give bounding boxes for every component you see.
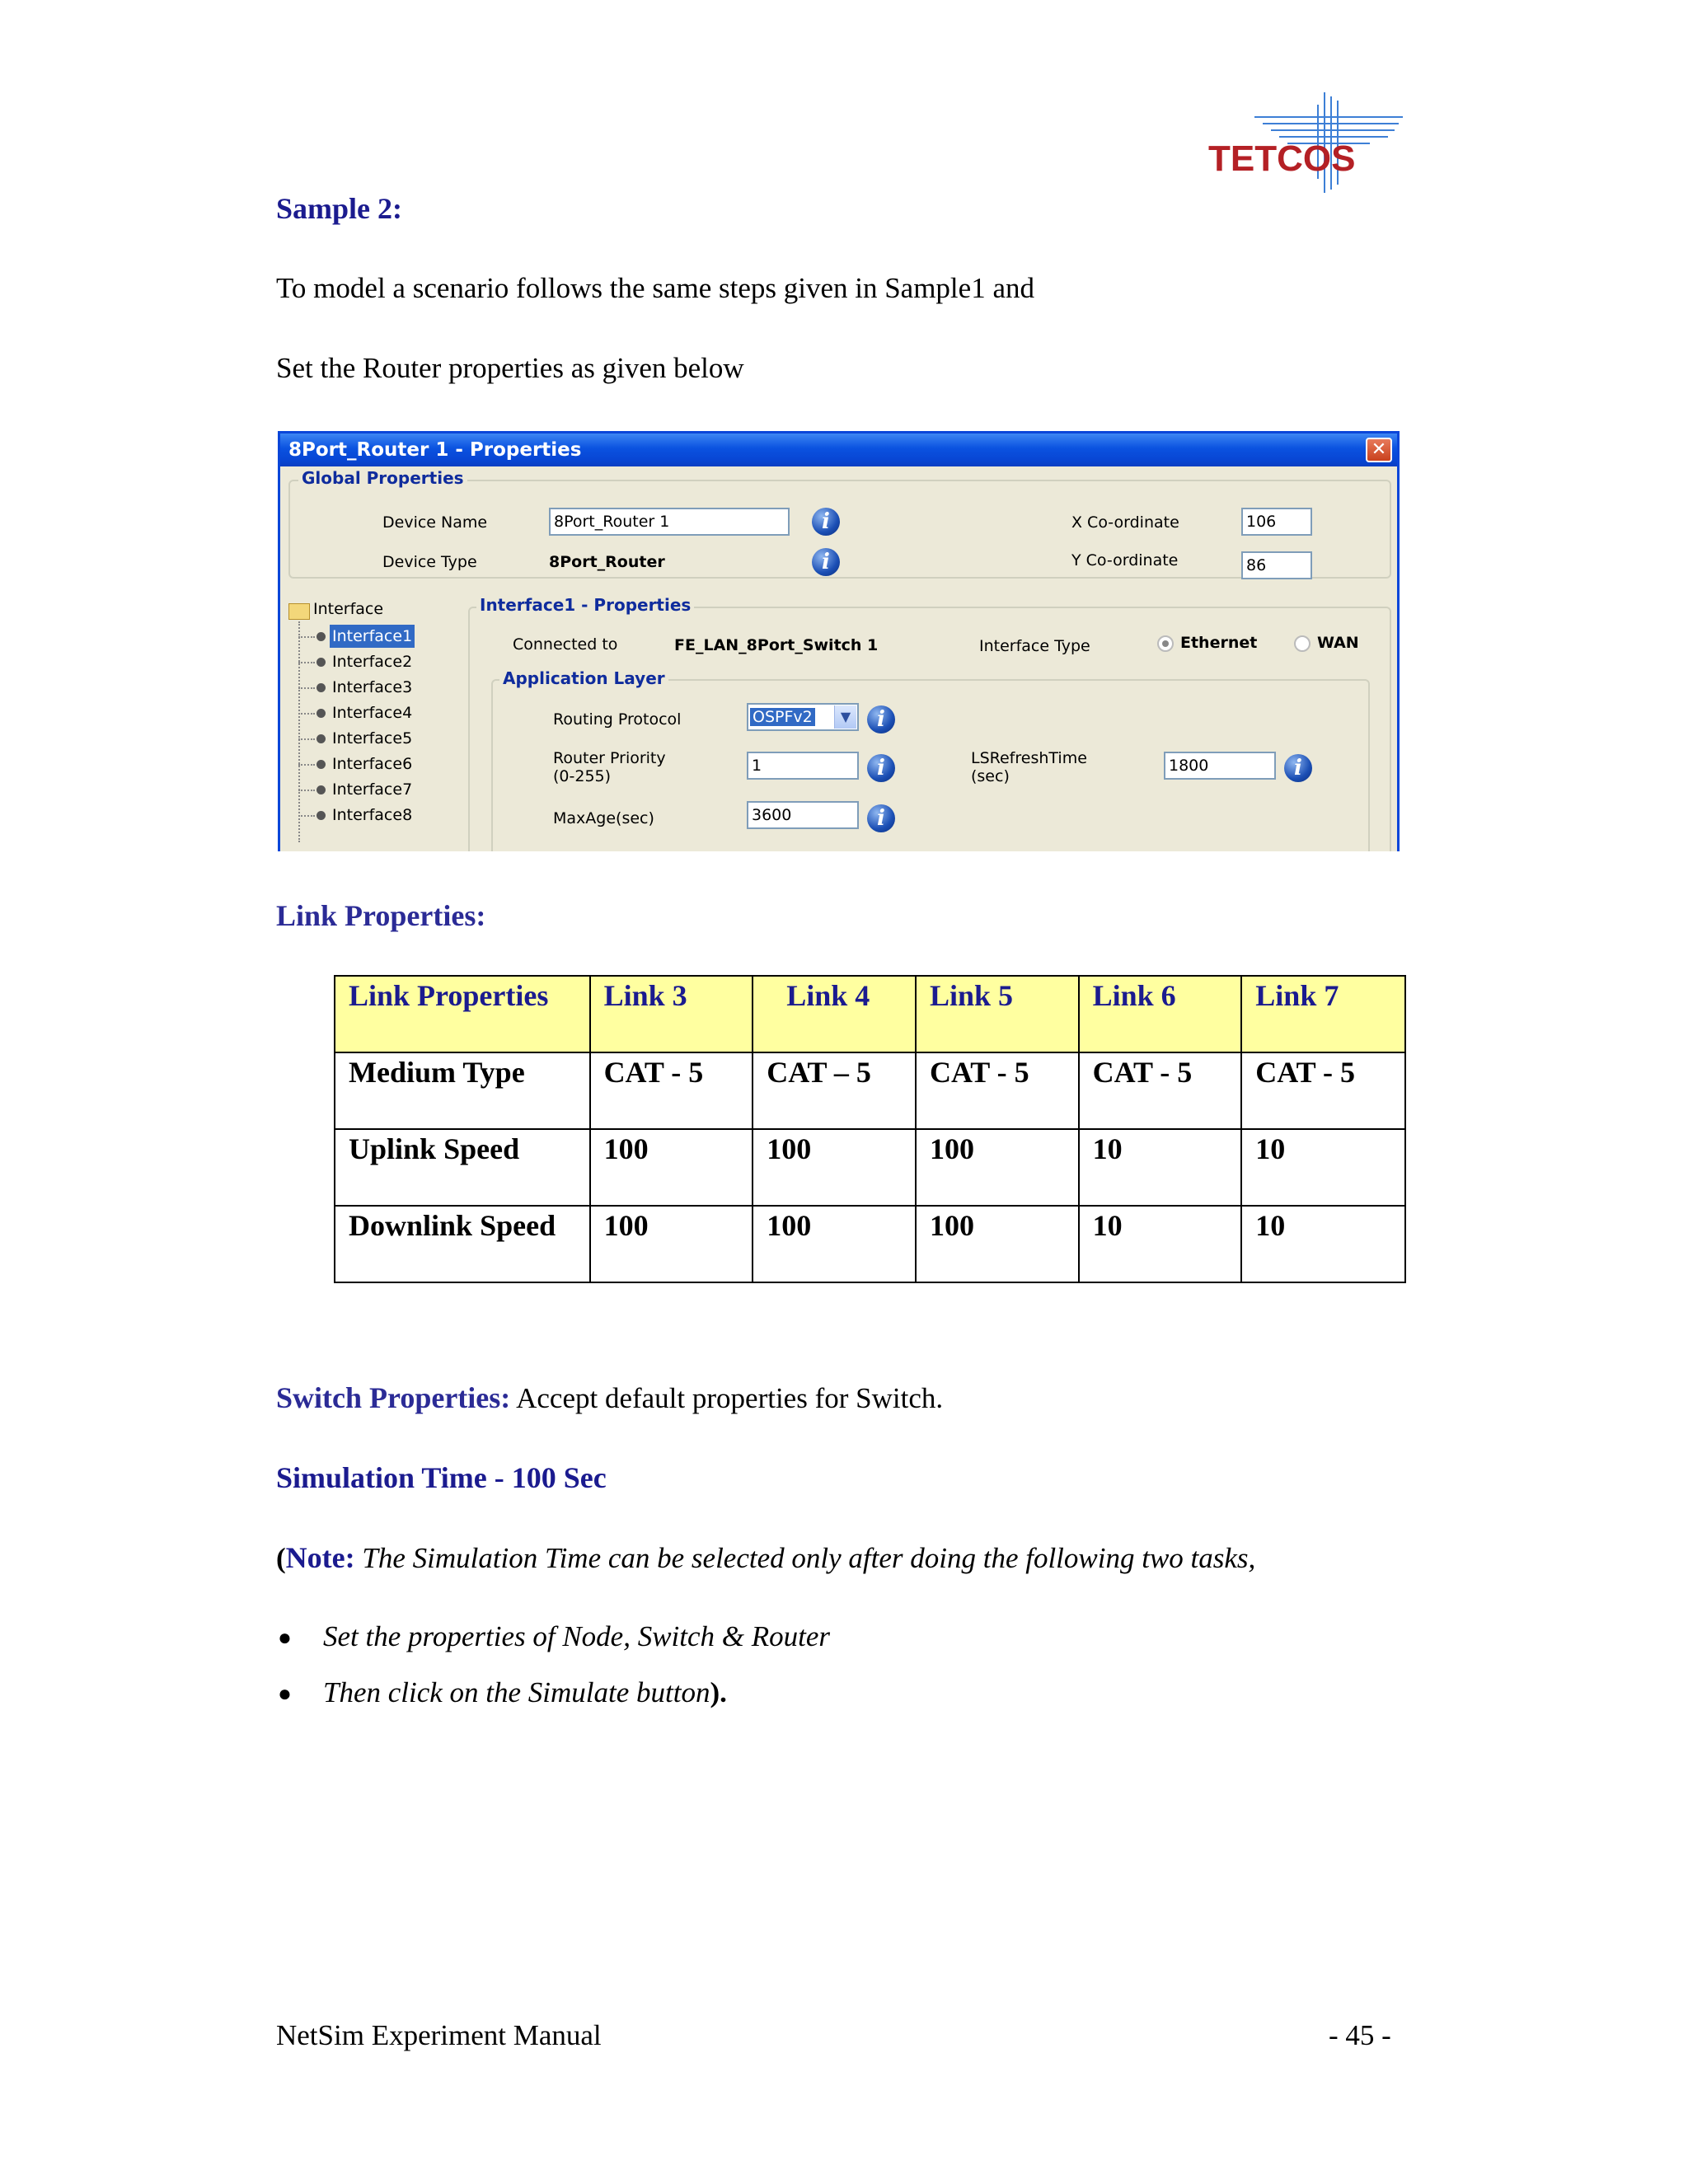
- x-coordinate-field[interactable]: 106: [1241, 508, 1312, 536]
- logo-text: TETCOS: [1208, 138, 1356, 179]
- tree-node-icon: [316, 811, 326, 820]
- tree-node-icon: [316, 658, 326, 667]
- tree-item-interface7[interactable]: Interface7: [332, 780, 413, 799]
- note-label: Note:: [285, 1541, 355, 1574]
- tree-connector: [298, 790, 315, 791]
- table-row: [335, 1129, 1405, 1206]
- info-icon[interactable]: i: [867, 754, 895, 782]
- router-priority-label: [553, 749, 666, 785]
- routing-protocol-select[interactable]: [747, 703, 859, 731]
- table-cell: 100: [753, 1129, 916, 1206]
- router-priority-label-line2: (0-255): [553, 767, 612, 785]
- tree-connector: [298, 738, 315, 740]
- tree-item-interface4[interactable]: Interface4: [332, 704, 413, 722]
- table-cell: CAT - 5: [1241, 1052, 1405, 1129]
- device-name-label: Device Name: [382, 513, 488, 532]
- tetcos-logo: [1205, 92, 1403, 193]
- global-properties-title: Global Properties: [298, 468, 467, 488]
- device-name-field[interactable]: 8Port_Router 1: [549, 508, 790, 536]
- table-cell: Medium Type: [335, 1052, 590, 1129]
- tree-connector: [298, 687, 315, 689]
- tree-root-label: Interface: [313, 600, 384, 618]
- dialog-title: 8Port_Router 1 - Properties: [288, 439, 582, 461]
- ethernet-radio[interactable]: [1157, 635, 1174, 652]
- tree-item-interface5[interactable]: Interface5: [332, 729, 413, 748]
- x-coordinate-label: X Co-ordinate: [1071, 513, 1179, 532]
- tree-node-icon: [316, 734, 326, 743]
- table-cell: Uplink Speed: [335, 1129, 590, 1206]
- table-row: [335, 1206, 1405, 1282]
- tree-node-icon: [316, 760, 326, 769]
- table-header-cell: Link 4: [753, 976, 916, 1052]
- y-coordinate-field[interactable]: 86: [1241, 551, 1312, 579]
- interface-tree: [287, 598, 460, 851]
- table-cell: 10: [1241, 1129, 1405, 1206]
- tree-connector: [298, 662, 315, 663]
- note-close: ).: [710, 1676, 727, 1708]
- table-cell: 10: [1079, 1129, 1242, 1206]
- tree-node-icon: [316, 632, 326, 641]
- table-cell: CAT - 5: [916, 1052, 1079, 1129]
- routing-protocol-value: OSPFv2: [750, 708, 815, 726]
- bullet-icon: ●: [278, 1681, 292, 1707]
- tree-node-icon: [316, 709, 326, 718]
- note-bullet-1: Set the properties of Node, Switch & Router: [323, 1620, 831, 1652]
- radio-dot: [1162, 640, 1169, 647]
- application-layer-title: Application Layer: [499, 668, 668, 688]
- router-properties-dialog: [278, 431, 1400, 851]
- table-cell: 100: [916, 1129, 1079, 1206]
- switch-properties-line: [276, 1380, 943, 1415]
- table-cell: CAT - 5: [590, 1052, 753, 1129]
- tree-connector: [298, 636, 315, 638]
- info-icon[interactable]: i: [1284, 754, 1312, 782]
- info-icon[interactable]: i: [867, 804, 895, 832]
- info-icon[interactable]: i: [867, 705, 895, 733]
- bullet-icon: ●: [278, 1625, 292, 1651]
- link-properties-heading: Link Properties:: [276, 899, 486, 932]
- folder-icon: [288, 603, 310, 620]
- table-cell: 100: [590, 1206, 753, 1282]
- switch-properties-heading: Switch Properties:: [276, 1381, 511, 1414]
- intro-line-1: To model a scenario follows the same steps given in Sample1 and: [276, 272, 1034, 304]
- maxage-field[interactable]: 3600: [747, 801, 859, 829]
- tree-node-icon: [316, 785, 326, 794]
- wan-radio[interactable]: [1294, 635, 1311, 652]
- table-cell: 10: [1079, 1206, 1242, 1282]
- table-header-cell: Link Properties: [335, 976, 590, 1052]
- connected-to-label: Connected to: [513, 635, 618, 654]
- routing-protocol-label: Routing Protocol: [553, 710, 682, 729]
- note-text: The Simulation Time can be selected only after doing the following two tasks,: [354, 1542, 1256, 1574]
- device-type-value: 8Port_Router: [549, 553, 665, 571]
- note-line: [276, 1540, 1255, 1575]
- tree-connector: [298, 621, 300, 842]
- link-properties-table: [334, 975, 1406, 1283]
- tree-item-interface8[interactable]: Interface8: [332, 806, 413, 824]
- connected-to-value: FE_LAN_8Port_Switch 1: [674, 636, 879, 654]
- table-cell: CAT – 5: [753, 1052, 916, 1129]
- interface-type-label: Interface Type: [979, 637, 1090, 655]
- lsrefresh-label-line1: LSRefreshTime: [971, 749, 1087, 767]
- tree-item-interface2[interactable]: Interface2: [332, 653, 413, 671]
- router-priority-label-line1: Router Priority: [553, 749, 666, 767]
- tree-connector: [298, 815, 315, 817]
- info-icon[interactable]: i: [812, 508, 840, 536]
- dialog-titlebar: [280, 434, 1397, 466]
- table-cell: CAT - 5: [1079, 1052, 1242, 1129]
- intro-line-2: Set the Router properties as given below: [276, 352, 744, 384]
- info-icon[interactable]: i: [812, 548, 840, 576]
- tree-connector: [298, 764, 315, 766]
- y-coordinate-label: Y Co-ordinate: [1071, 551, 1179, 569]
- footer-title: NetSim Experiment Manual: [276, 2019, 602, 2051]
- note-open-paren: (: [276, 1542, 286, 1574]
- table-cell: 100: [753, 1206, 916, 1282]
- sample-heading: Sample 2:: [276, 192, 402, 225]
- switch-properties-text: Accept default properties for Switch.: [510, 1382, 944, 1414]
- table-header-cell: Link 3: [590, 976, 753, 1052]
- lsrefresh-label: [971, 749, 1087, 785]
- table-cell: 100: [590, 1129, 753, 1206]
- lsrefresh-label-line2: (sec): [971, 767, 1010, 785]
- tree-item-interface3[interactable]: Interface3: [332, 678, 413, 696]
- tree-item-interface1[interactable]: Interface1: [330, 625, 415, 648]
- maxage-label: MaxAge(sec): [553, 809, 654, 827]
- close-icon[interactable]: ✕: [1366, 438, 1392, 462]
- note-bullet-2: Then click on the Simulate button: [323, 1676, 710, 1708]
- table-header-row: [335, 976, 1405, 1052]
- table-row: [335, 1052, 1405, 1129]
- lsrefresh-field[interactable]: 1800: [1164, 752, 1276, 780]
- simulation-time: Simulation Time - 100 Sec: [276, 1461, 607, 1494]
- device-type-label: Device Type: [382, 553, 477, 571]
- table-header-cell: Link 6: [1079, 976, 1242, 1052]
- table-header-cell: Link 7: [1241, 976, 1405, 1052]
- ethernet-label: Ethernet: [1180, 634, 1258, 652]
- table-header-cell: Link 5: [916, 976, 1079, 1052]
- tree-item-interface6[interactable]: Interface6: [332, 755, 413, 773]
- chevron-down-icon[interactable]: ▼: [834, 705, 856, 729]
- table-cell: 10: [1241, 1206, 1405, 1282]
- interface-properties-title: Interface1 - Properties: [476, 595, 694, 615]
- note-bullet-2-line: [323, 1676, 727, 1709]
- table-cell: 100: [916, 1206, 1079, 1282]
- wan-label: WAN: [1317, 634, 1359, 652]
- tree-node-icon: [316, 683, 326, 692]
- page-number: - 45 -: [1329, 2019, 1391, 2051]
- tree-connector: [298, 713, 315, 715]
- router-priority-field[interactable]: 1: [747, 752, 859, 780]
- table-cell: Downlink Speed: [335, 1206, 590, 1282]
